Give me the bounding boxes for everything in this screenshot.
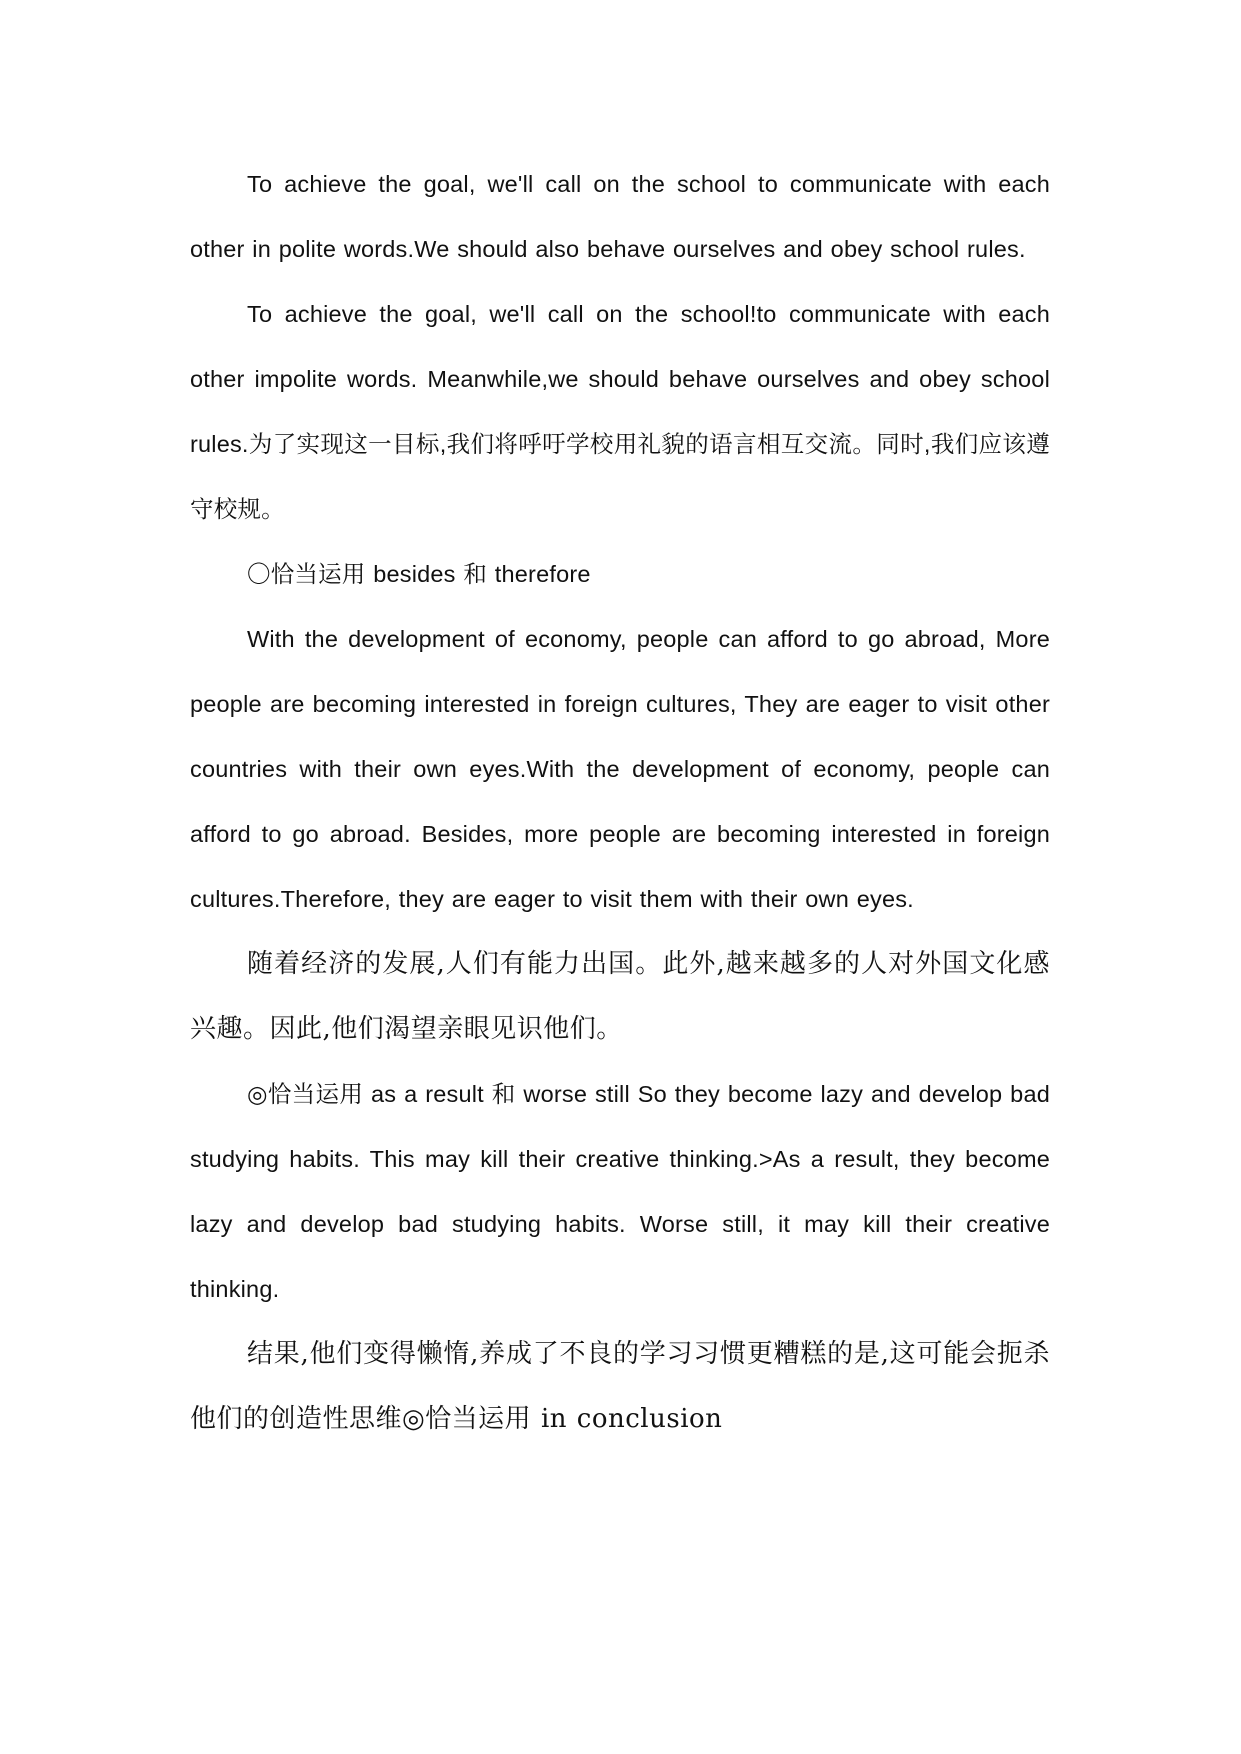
paragraph-as-a-result-translation: 结果,他们变得懒惰,养成了不良的学习习惯更糟糕的是,这可能会扼杀他们的创造性思维◎恰当运用 in conclusion <box>190 1339 1050 1434</box>
paragraph-polite-words-revised: To achieve the goal, we'll call on the school!to communicate with each other impolite words. Meanwhile,we should behave ourselves and obey school rules.为了实现这一目标,我们将呼吁学校用礼貌的语言相互交流。同时,我们应该遵守校规。 <box>190 301 1050 522</box>
heading-besides-therefore: 〇恰当运用 besides 和 therefore <box>247 561 591 587</box>
paragraph-as-a-result-example: ◎恰当运用 as a result 和 worse still So they become lazy and develop bad studying habits. This may kill their creative thinking.>As a result, they become lazy and develop bad studying habits. Worse still, it may kill their creative thinking. <box>190 1081 1050 1302</box>
paragraph-economy-translation: 随着经济的发展,人们有能力出国。此外,越来越多的人对外国文化感兴趣。因此,他们渴望亲眼见识他们。 <box>190 949 1050 1044</box>
paragraph-polite-words-original: To achieve the goal, we'll call on the school to communicate with each other in polite words.We should also behave ourselves and obey school rules. <box>190 171 1050 262</box>
paragraph-economy-example: With the development of economy, people can afford to go abroad, More people are becoming interested in foreign cultures, They are eager to visit other countries with their own eyes.With the development of economy, people can afford to go abroad. Besides, more people are becoming interested in foreign cultures.Therefore, they are eager to visit them with their own eyes. <box>190 626 1050 912</box>
document-body <box>190 152 1050 1452</box>
